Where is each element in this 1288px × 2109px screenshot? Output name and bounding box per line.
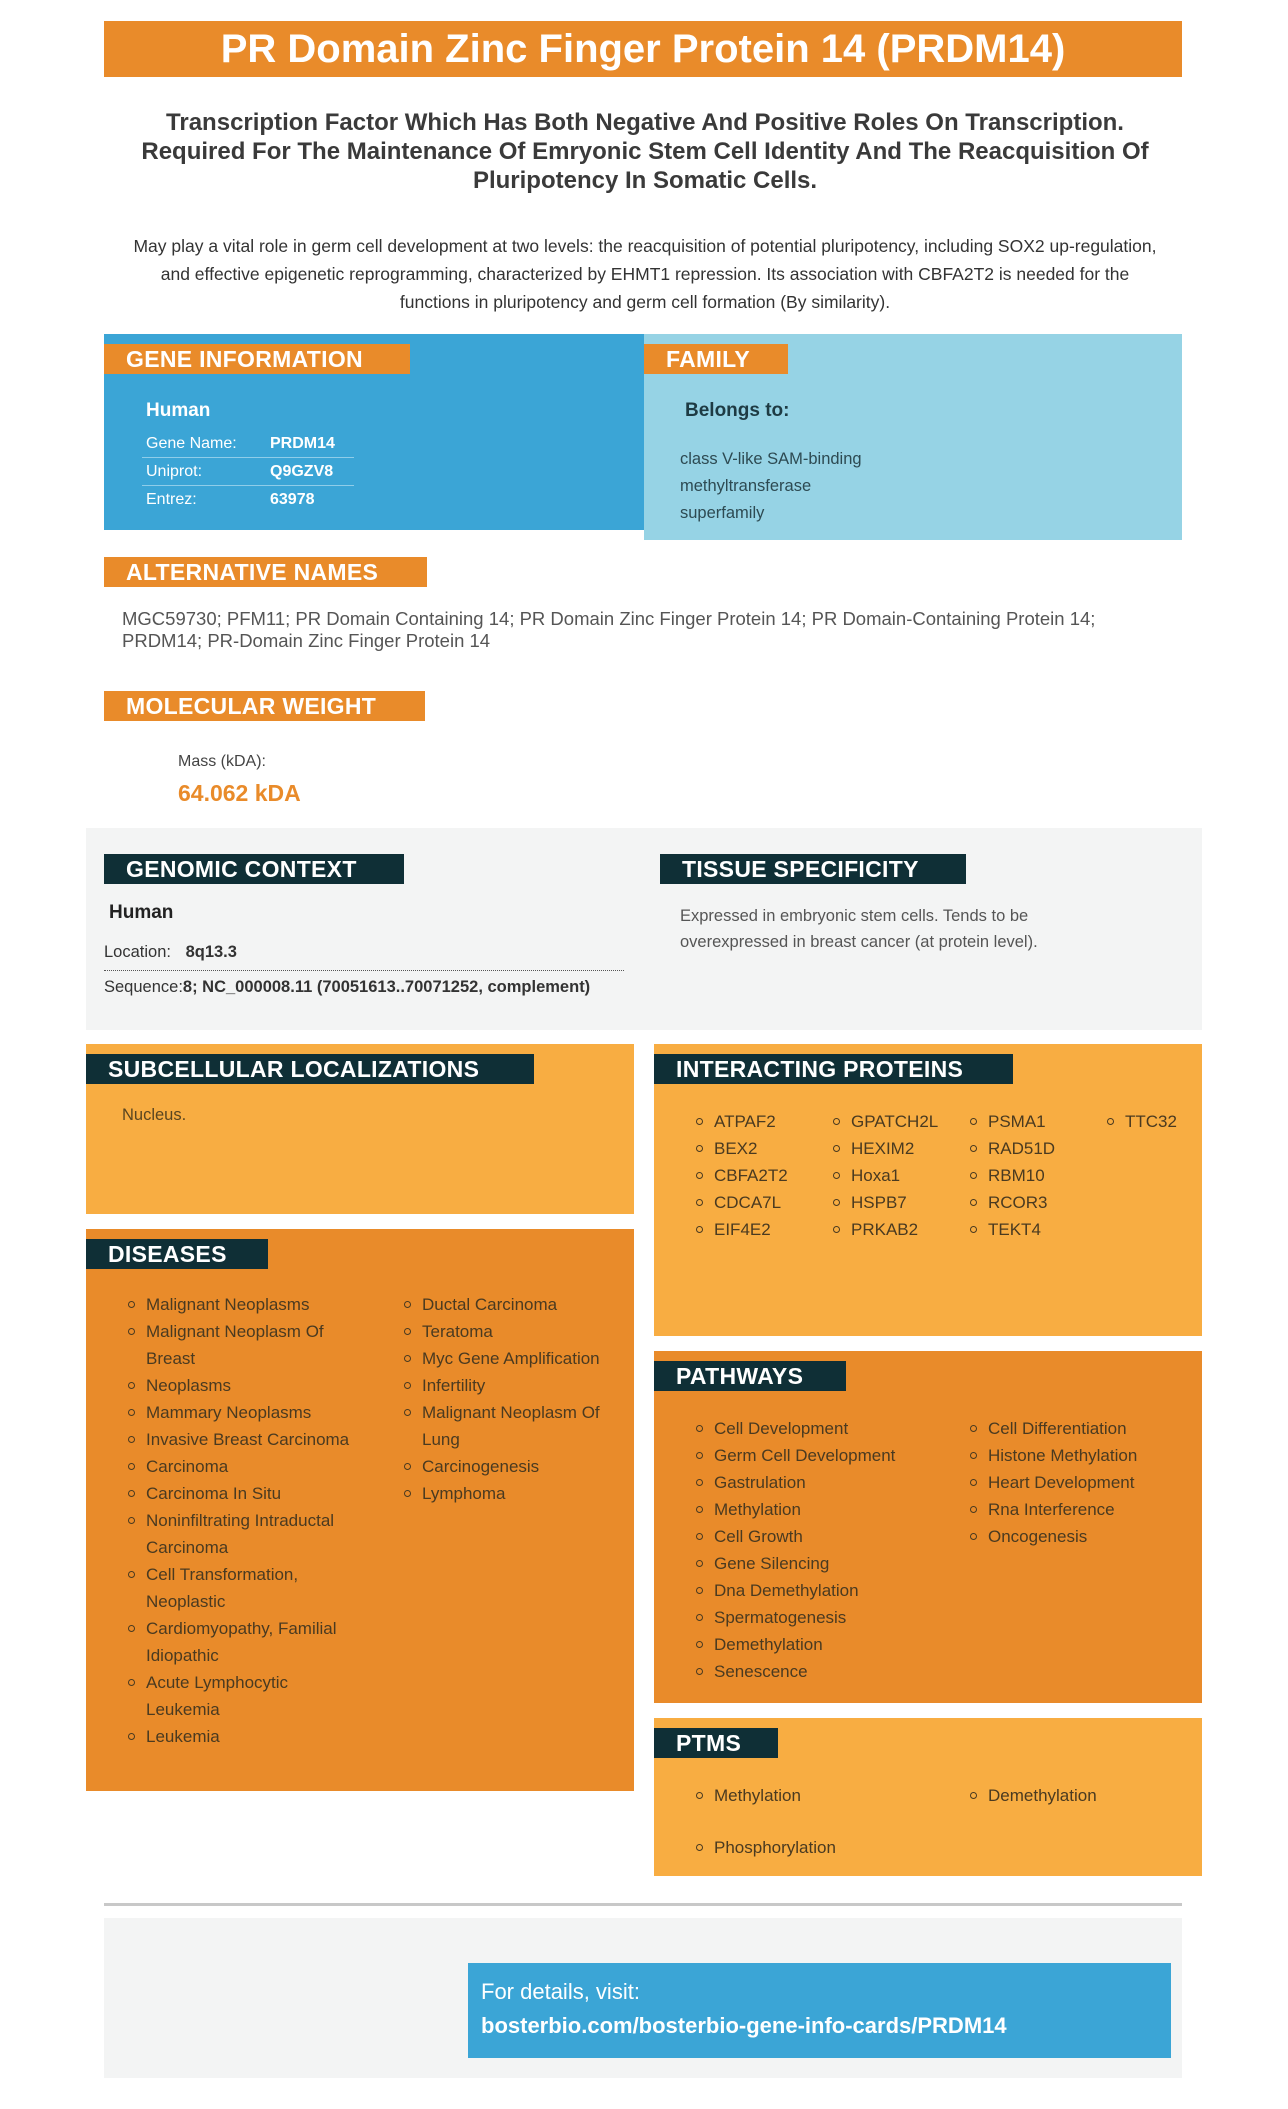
page-title: PR Domain Zinc Finger Protein 14 (PRDM14) [104, 21, 1182, 77]
disease-item: Infertility [402, 1372, 628, 1399]
protein-item: CBFA2T2 [694, 1162, 824, 1189]
ptms-heading: PTMS [654, 1728, 778, 1758]
protein-item: PRKAB2 [831, 1216, 961, 1243]
protein-item: GPATCH2L [831, 1108, 961, 1135]
location-row [104, 942, 624, 971]
alternative-names-heading: ALTERNATIVE NAMES [104, 557, 427, 587]
interacting-proteins-panel [654, 1044, 1202, 1336]
entrez-label: Entrez: [146, 490, 197, 508]
subcellular-text: Nucleus. [122, 1106, 187, 1124]
disease-item: Cell Transformation, Neoplastic [126, 1561, 358, 1615]
gene-name-label: Gene Name: [142, 430, 260, 458]
gene-species: Human [146, 400, 211, 421]
location-value: 8q13.3 [185, 943, 237, 961]
protein-item: CDCA7L [694, 1189, 824, 1216]
protein-item: HSPB7 [831, 1189, 961, 1216]
protein-item: Hoxa1 [831, 1162, 961, 1189]
protein-item: PSMA1 [968, 1108, 1088, 1135]
details-url-link[interactable]: bosterbio.com/bosterbio-gene-info-cards/PRDM14 [481, 2013, 1007, 2038]
disease-item: Acute Lymphocytic Leukemia [126, 1669, 358, 1723]
uniprot-row [142, 458, 354, 486]
pathways-panel [654, 1351, 1202, 1703]
protein-item: EIF4E2 [694, 1216, 824, 1243]
footer-divider [104, 1903, 1182, 1906]
pathway-item: Rna Interference [968, 1496, 1198, 1523]
location-label: Location: [104, 943, 171, 961]
interacting-proteins-heading: INTERACTING PROTEINS [654, 1054, 1013, 1084]
ptm-item: Methylation [694, 1782, 954, 1809]
pathway-item: Cell Growth [694, 1523, 954, 1550]
ptms-list-left [694, 1782, 954, 1861]
proteins-col-4 [1105, 1108, 1195, 1135]
mass-label: Mass (kDA): [178, 753, 266, 770]
proteins-col-3 [968, 1108, 1088, 1243]
diseases-panel [86, 1229, 634, 1791]
family-heading: FAMILY [644, 344, 788, 374]
gene-information-heading: GENE INFORMATION [104, 344, 410, 374]
disease-item: Carcinogenesis [402, 1453, 628, 1480]
genomic-context-heading: GENOMIC CONTEXT [104, 854, 404, 884]
disease-item: Malignant Neoplasm Of Breast [126, 1318, 358, 1372]
pathway-item: Gastrulation [694, 1469, 954, 1496]
disease-item: Teratoma [402, 1318, 628, 1345]
pathway-item: Senescence [694, 1658, 954, 1685]
sequence-value: 8; NC_000008.11 (70051613..70071252, complement) [182, 978, 591, 996]
protein-item: RCOR3 [968, 1189, 1088, 1216]
subcellular-panel [86, 1044, 634, 1214]
disease-item: Mammary Neoplasms [126, 1399, 358, 1426]
family-line: methyltransferase [680, 477, 812, 495]
disease-item: Myc Gene Amplification [402, 1345, 628, 1372]
family-line: class V-like SAM-binding [680, 450, 862, 468]
proteins-col-2 [831, 1108, 961, 1243]
protein-item: ATPAF2 [694, 1108, 824, 1135]
family-panel [644, 334, 1182, 540]
disease-item: Neoplasms [126, 1372, 358, 1399]
disease-item: Malignant Neoplasm Of Lung [402, 1399, 628, 1453]
gene-name-row [142, 430, 354, 458]
pathway-item: Germ Cell Development [694, 1442, 954, 1469]
mass-value: 64.062 kDA [178, 780, 301, 806]
family-belongs-label: Belongs to: [685, 400, 790, 421]
ptm-item: Demethylation [968, 1782, 1198, 1809]
family-list [680, 446, 862, 527]
gene-info-table [142, 430, 354, 513]
disease-item: Carcinoma In Situ [126, 1480, 358, 1507]
pathway-item: Gene Silencing [694, 1550, 954, 1577]
ptm-item: Phosphorylation [694, 1834, 954, 1861]
protein-item: TTC32 [1105, 1108, 1195, 1135]
protein-item: RBM10 [968, 1162, 1088, 1189]
disease-item: Lymphoma [402, 1480, 628, 1507]
subcellular-heading: SUBCELLULAR LOCALIZATIONS [86, 1054, 534, 1084]
pathway-item: Heart Development [968, 1469, 1198, 1496]
tissue-specificity-text: Expressed in embryonic stem cells. Tends to be overexpressed in breast cancer (at protein level). [680, 907, 1038, 951]
pathways-list-right [968, 1415, 1198, 1550]
protein-summary: Transcription Factor Which Has Both Negative And Positive Roles On Transcription. Required For The Maintenance Of Emryonic Stem Cell Identity And The Reacquisition Of Pluripotency In Somatic Cells. [141, 109, 1149, 194]
pathway-item: Cell Differentiation [968, 1415, 1198, 1442]
entrez-row [142, 486, 354, 514]
sequence-label: Sequence: [104, 978, 183, 996]
protein-item: HEXIM2 [831, 1135, 961, 1162]
disease-item: Carcinoma [126, 1453, 358, 1480]
protein-item: RAD51D [968, 1135, 1088, 1162]
footer-visit-label: For details, visit: [481, 1979, 640, 2004]
ptms-panel [654, 1718, 1202, 1876]
diseases-list-left [126, 1291, 358, 1750]
tissue-specificity-heading: TISSUE SPECIFICITY [660, 854, 966, 884]
gene-name-value: PRDM14 [260, 430, 354, 458]
alternative-names-text: MGC59730; PFM11; PR Domain Containing 14; PR Domain Zinc Finger Protein 14; PR Domain-Containing Protein 14; PRDM14; PR-Domain Zinc Finger Protein 14 [122, 608, 1096, 651]
gene-information-panel [104, 334, 644, 530]
diseases-list-right [402, 1291, 628, 1507]
protein-item: BEX2 [694, 1135, 824, 1162]
uniprot-value: Q9GZV8 [260, 458, 354, 486]
pathway-item: Dna Demethylation [694, 1577, 954, 1604]
disease-item: Malignant Neoplasms [126, 1291, 358, 1318]
diseases-heading: DISEASES [86, 1239, 268, 1269]
details-link-box[interactable] [468, 1963, 1171, 2058]
pathways-heading: PATHWAYS [654, 1361, 846, 1391]
proteins-col-1 [694, 1108, 824, 1243]
disease-item: Ductal Carcinoma [402, 1291, 628, 1318]
uniprot-label: Uniprot: [142, 458, 260, 486]
molecular-weight-heading: MOLECULAR WEIGHT [104, 691, 425, 721]
protein-item: TEKT4 [968, 1216, 1088, 1243]
sequence-row [104, 977, 664, 997]
pathway-item: Oncogenesis [968, 1523, 1198, 1550]
disease-item: Invasive Breast Carcinoma [126, 1426, 358, 1453]
family-line: superfamily [680, 504, 765, 522]
entrez-value: 63978 [270, 490, 315, 508]
function-description: May play a vital role in germ cell development at two levels: the reacquisition of potential pluripotency, including SOX2 up-regulation, and effective epigenetic reprogramming, characterized by EHMT1 repression. Its association with CBFA2T2 is needed for the functions in pluripotency and germ cell formation (By similarity). [133, 236, 1157, 312]
pathway-item: Methylation [694, 1496, 954, 1523]
pathway-item: Cell Development [694, 1415, 954, 1442]
ptms-list-right [968, 1782, 1198, 1809]
disease-item: Cardiomyopathy, Familial Idiopathic [126, 1615, 358, 1669]
pathway-item: Demethylation [694, 1631, 954, 1658]
pathways-list-left [694, 1415, 954, 1685]
disease-item: Noninfiltrating Intraductal Carcinoma [126, 1507, 358, 1561]
pathway-item: Histone Methylation [968, 1442, 1198, 1469]
disease-item: Leukemia [126, 1723, 358, 1750]
pathway-item: Spermatogenesis [694, 1604, 954, 1631]
genomic-species: Human [109, 902, 174, 923]
